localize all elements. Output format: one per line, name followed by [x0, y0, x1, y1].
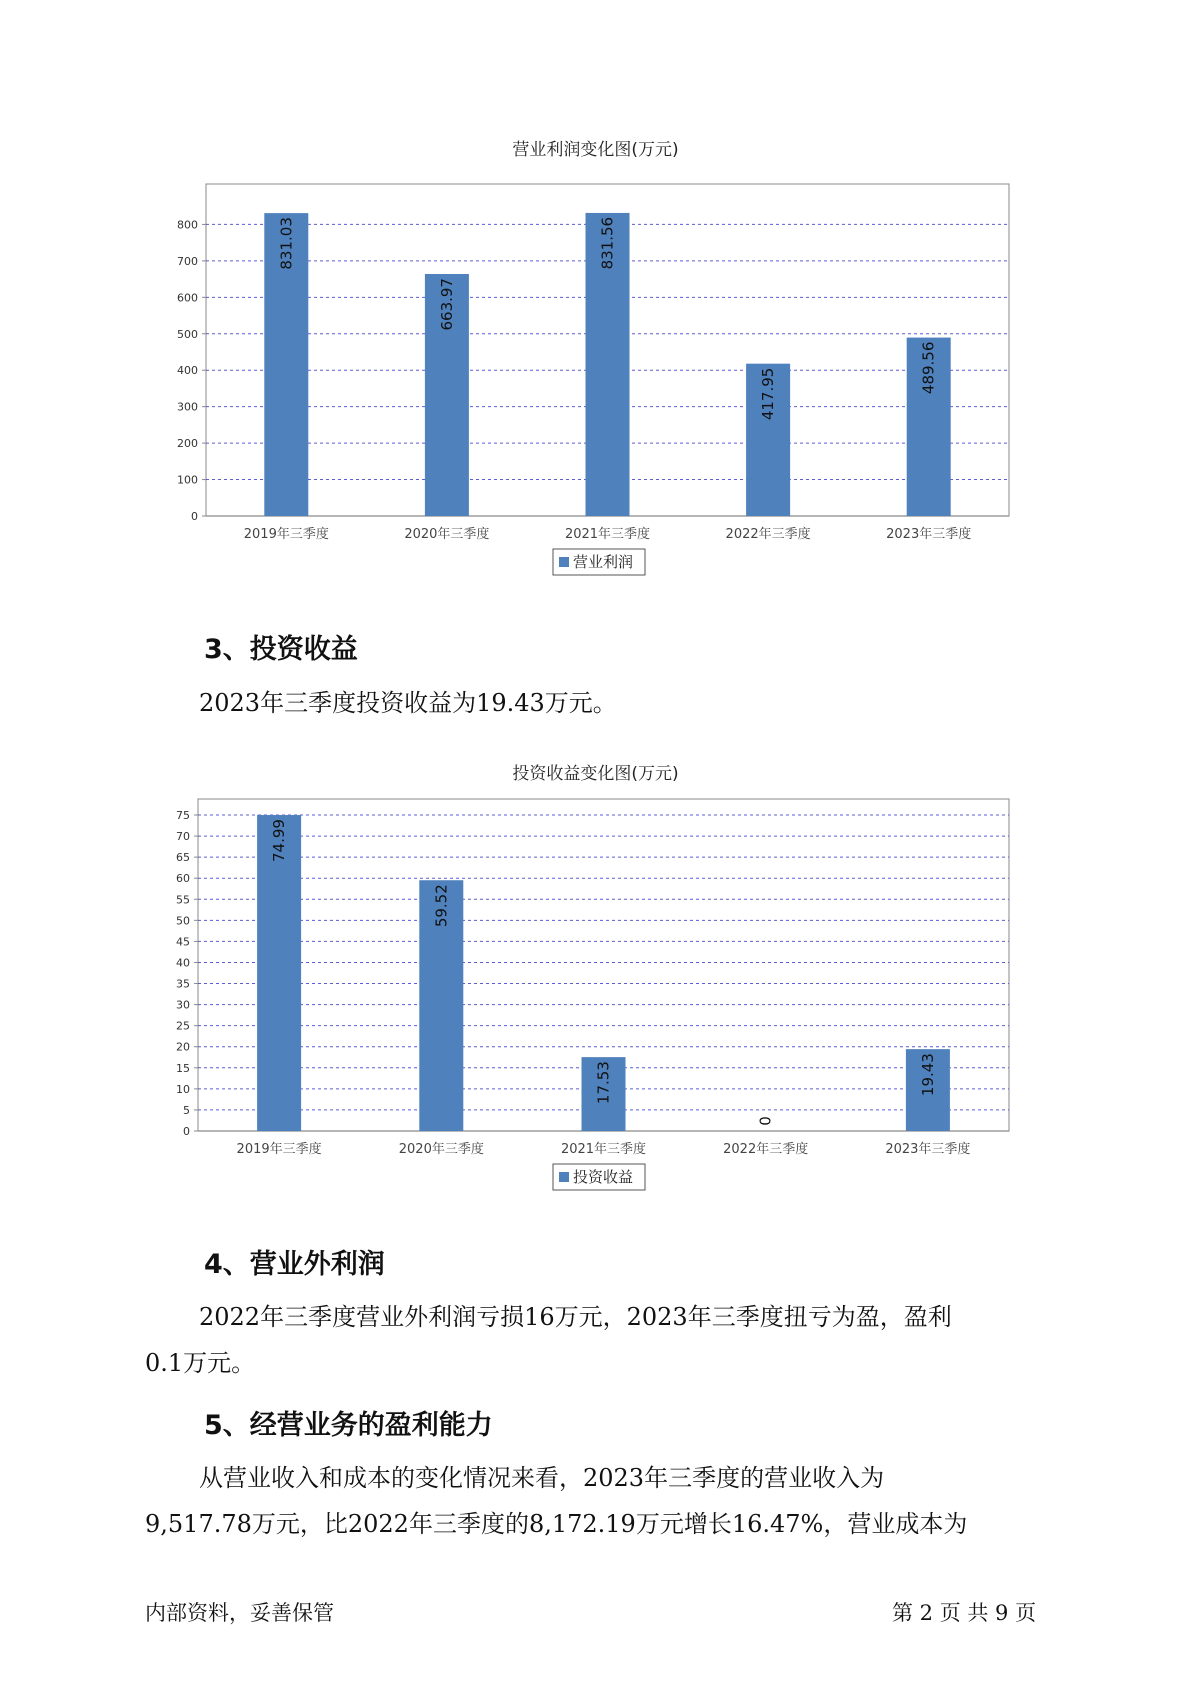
legend-label: 投资收益	[573, 1168, 634, 1186]
y-tick-label: 20	[176, 1040, 190, 1054]
section3-text: 2023年三季度投资收益为19.43万元。	[199, 689, 617, 717]
section5-heading: 5、经营业务的盈利能力	[204, 1410, 493, 1441]
x-tick-label: 2019年三季度	[243, 527, 329, 542]
y-tick-label: 600	[177, 291, 198, 305]
bar-value-label: 74.99	[270, 819, 289, 862]
legend-swatch	[559, 557, 569, 567]
y-tick-label: 10	[176, 1082, 190, 1096]
y-tick-label: 70	[176, 830, 190, 844]
bar-value-label: 59.52	[432, 884, 451, 928]
bar-value-label: 831.03	[277, 217, 296, 270]
y-tick-label: 65	[176, 851, 190, 865]
y-tick-label: 30	[176, 998, 190, 1012]
y-tick-label: 75	[176, 809, 190, 822]
y-tick-label: 100	[177, 473, 198, 487]
section5-paragraph	[145, 1455, 1045, 1547]
section4-line1-text: 2022年三季度营业外利润亏损16万元，2023年三季度扭亏为盈，盈利	[199, 1303, 952, 1331]
y-tick-label: 5	[183, 1103, 190, 1117]
section3-paragraph	[145, 680, 1045, 726]
section5-line2: 9,517.78万元，比2022年三季度的8,172.19万元增长16.47%，营业成本为	[145, 1510, 968, 1538]
bar-value-label: 417.95	[759, 367, 778, 421]
section5-line1	[145, 1455, 1045, 1501]
bar-value-label: 17.53	[594, 1061, 613, 1105]
x-tick-label: 2022年三季度	[725, 527, 811, 542]
x-tick-label: 2020年三季度	[404, 527, 490, 542]
x-tick-label: 2023年三季度	[885, 1142, 971, 1157]
y-tick-label: 300	[177, 400, 198, 414]
x-tick-label: 2019年三季度	[236, 1142, 322, 1157]
x-tick-label: 2020年三季度	[398, 1142, 484, 1157]
section5-line1-text: 从营业收入和成本的变化情况来看，2023年三季度的营业收入为	[199, 1464, 885, 1492]
x-tick-label: 2022年三季度	[723, 1142, 809, 1157]
bar-value-label: 19.43	[918, 1053, 937, 1097]
y-tick-label: 500	[177, 327, 198, 341]
y-tick-label: 400	[177, 364, 198, 378]
y-tick-label: 15	[176, 1061, 190, 1075]
y-tick-label: 200	[177, 437, 198, 451]
y-tick-label: 700	[177, 254, 198, 268]
investment-income-chart	[0, 785, 1191, 1205]
footer-confidential: 内部资料，妥善保管	[145, 1601, 334, 1625]
y-tick-label: 800	[177, 218, 198, 232]
y-tick-label: 55	[176, 893, 190, 907]
x-tick-label: 2021年三季度	[564, 527, 651, 542]
y-tick-label: 45	[176, 935, 190, 949]
legend-swatch	[559, 1172, 569, 1182]
bar-value-label: 831.56	[598, 216, 617, 270]
section4-paragraph	[145, 1294, 1045, 1386]
y-tick-label: 25	[176, 1019, 190, 1033]
chart2-title: 投资收益变化图(万元)	[512, 764, 679, 784]
section4-line1	[145, 1294, 1045, 1340]
bar-value-label: 663.97	[437, 278, 456, 331]
x-tick-label: 2023年三季度	[886, 527, 972, 542]
y-tick-label: 35	[176, 977, 190, 991]
operating-profit-chart	[0, 160, 1191, 580]
x-tick-label: 2021年三季度	[560, 1142, 647, 1157]
bar-value-label: 489.56	[919, 341, 938, 395]
section4-line2: 0.1万元。	[145, 1349, 256, 1377]
bar-value-label: 0	[756, 1116, 775, 1126]
section4-heading: 4、营业外利润	[204, 1249, 385, 1280]
legend-label: 营业利润	[573, 553, 634, 571]
footer-page-number: 第 2 页 共 9 页	[892, 1601, 1037, 1625]
chart1-title: 营业利润变化图(万元)	[512, 140, 679, 160]
y-tick-label: 50	[176, 914, 190, 928]
y-tick-label: 0	[183, 1125, 190, 1138]
section3-heading: 3、投资收益	[204, 634, 358, 665]
y-tick-label: 60	[176, 872, 190, 886]
y-tick-label: 40	[176, 956, 190, 970]
y-tick-label: 0	[191, 510, 198, 523]
